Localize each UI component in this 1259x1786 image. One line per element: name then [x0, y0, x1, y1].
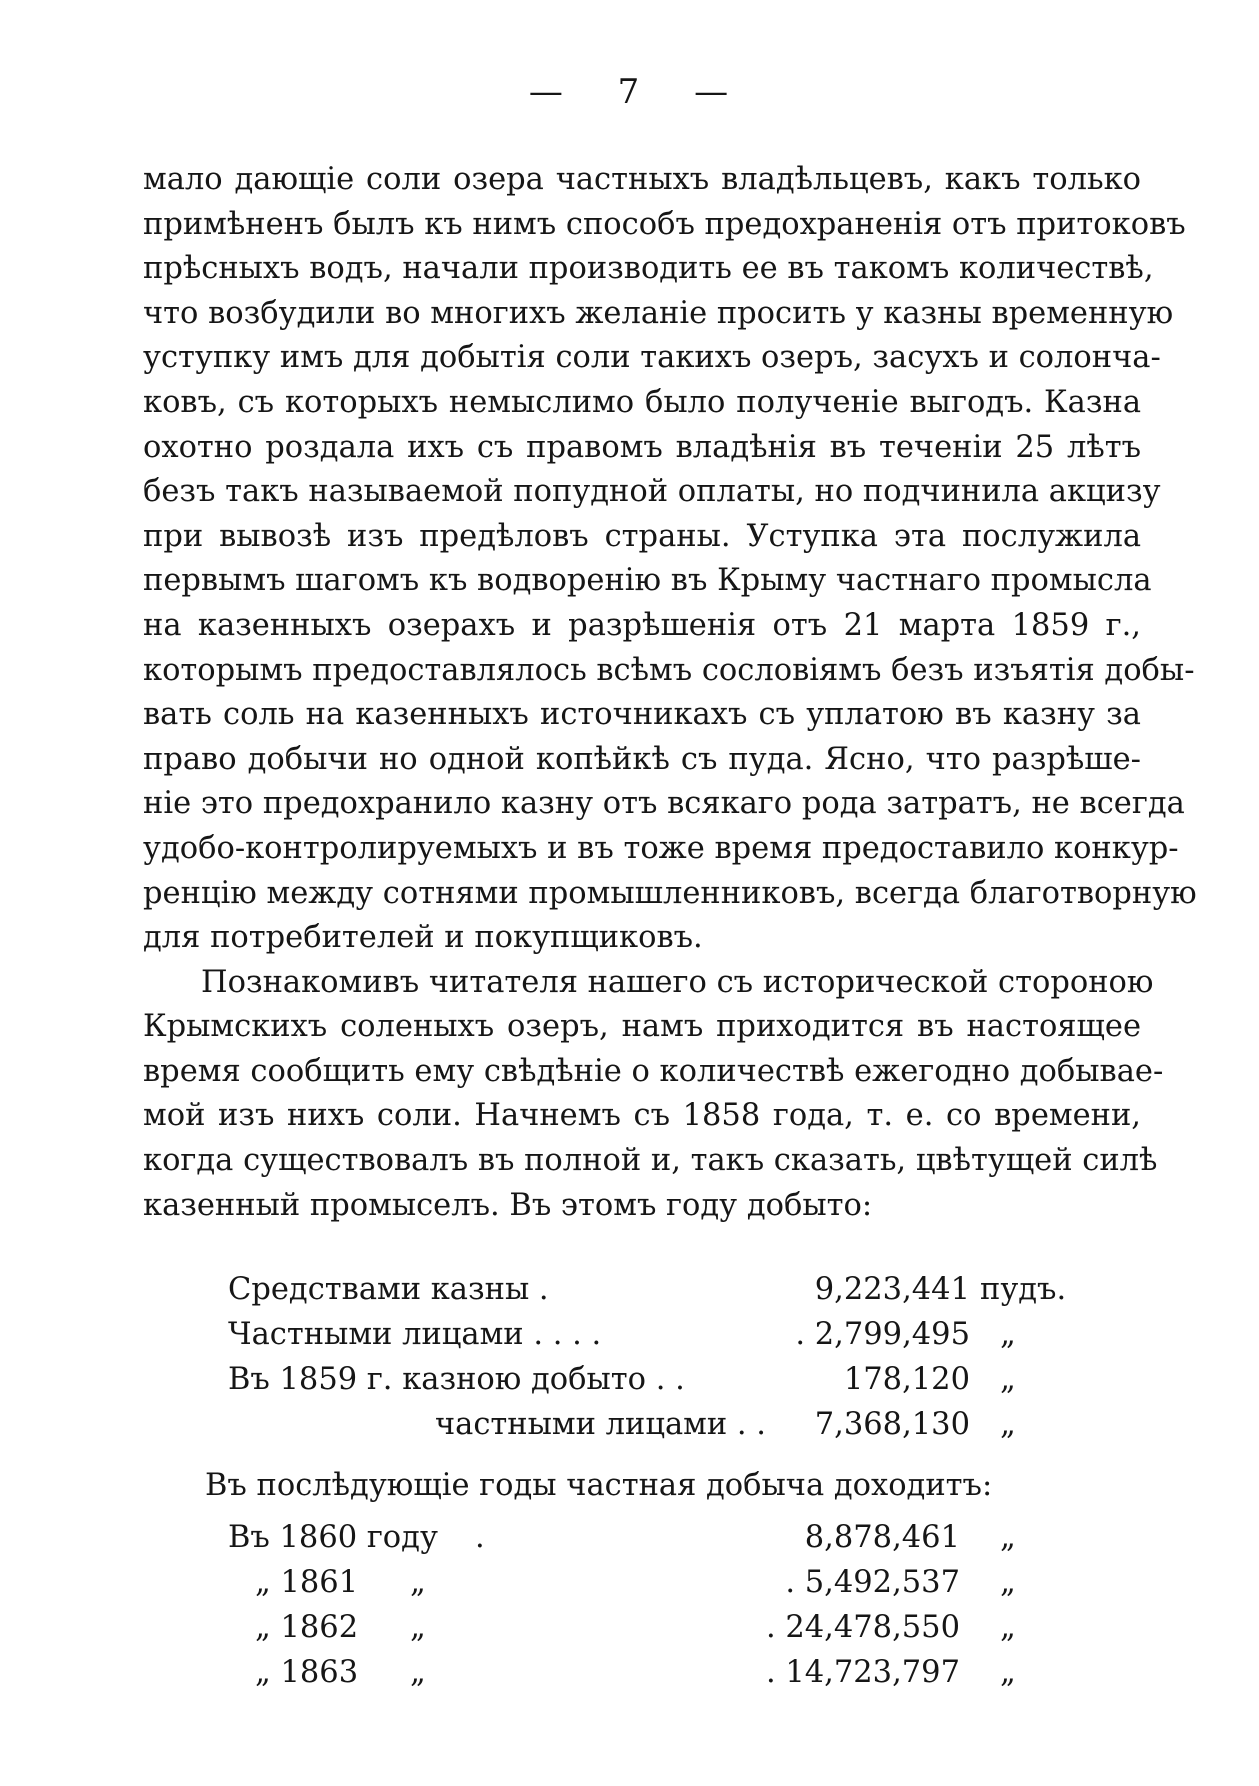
text-line: когда существовалъ въ полной и, такъ сказать, цвѣтущей силѣ — [143, 1143, 1158, 1179]
row-unit: „ — [1000, 1610, 1016, 1645]
text-line: ковъ, съ которыхъ немыслимо было полученіе выгодъ. Казна — [143, 384, 1141, 420]
row-unit: „ — [1000, 1317, 1016, 1352]
header-dash-left: — — [528, 72, 565, 112]
text-line: первымъ шагомъ къ водворенію въ Крыму частнаго промысла — [143, 563, 1152, 599]
text-line: прѣсныхъ водъ, начали производить ее въ такомъ количествѣ, — [143, 251, 1154, 287]
row-value: . 24,478,550 — [765, 1610, 960, 1645]
table-row — [0, 1610, 1259, 1654]
text-line: на казенныхъ озерахъ и разрѣшенія отъ 21 марта 1859 г., — [143, 607, 1141, 643]
row-value: . 14,723,797 — [765, 1655, 960, 1690]
row-label: Средствами казны . — [228, 1272, 549, 1307]
table-row — [0, 1362, 1259, 1406]
row-value: 7,368,130 — [814, 1407, 970, 1442]
row-mark: „ — [410, 1610, 426, 1645]
text-line: примѣненъ былъ къ нимъ способъ предохраненія отъ притоковъ — [143, 206, 1186, 242]
table-row — [0, 1520, 1259, 1564]
text-line: Познакомивъ читателя нашего съ исторической стороною — [201, 964, 1154, 1000]
row-value: 8,878,461 — [804, 1520, 960, 1555]
row-unit: „ — [1000, 1565, 1016, 1600]
row-label: частными лицами . . — [435, 1407, 766, 1442]
row-label: Въ 1859 г. казною добыто . . — [228, 1362, 685, 1397]
table-row — [0, 1407, 1259, 1451]
table-row — [0, 1272, 1259, 1316]
row-unit: „ — [1000, 1655, 1016, 1690]
row-label: „ 1863 — [255, 1655, 359, 1690]
page-number: 7 — [617, 72, 642, 112]
row-unit: „ — [1000, 1520, 1016, 1555]
row-label: „ 1862 — [255, 1610, 359, 1645]
text-line: вать соль на казенныхъ источникахъ съ уплатою въ казну за — [143, 697, 1141, 733]
row-value: . 5,492,537 — [785, 1565, 960, 1600]
text-line: которымъ предоставлялось всѣмъ сословіямъ безъ изъятія добы- — [143, 652, 1195, 688]
text-line: ренцію между сотнями промышленниковъ, всегда благотворную — [143, 875, 1197, 911]
row-value: 178,120 — [843, 1362, 970, 1397]
text-line: при вывозѣ изъ предѣловъ страны. Уступка эта послужила — [143, 518, 1141, 554]
text-line: что возбудили во многихъ желаніе просить у казны временную — [143, 295, 1174, 331]
body-text — [143, 158, 1197, 1228]
table-row — [0, 1655, 1259, 1699]
row-label: Частными лицами . . . . — [228, 1317, 602, 1352]
row-unit: „ — [1000, 1407, 1016, 1442]
row-unit: пудъ. — [980, 1272, 1067, 1307]
text-line: казенный промыселъ. Въ этомъ году добыто: — [143, 1187, 873, 1223]
text-line: для потребителей и покупщиковъ. — [143, 920, 703, 956]
row-value: . 2,799,495 — [795, 1317, 970, 1352]
text-line: безъ такъ называемой попудной оплаты, но подчинила акцизу — [143, 474, 1161, 510]
text-line: мой изъ нихъ соли. Начнемъ съ 1858 года, т. е. со времени, — [143, 1098, 1141, 1134]
row-value: 9,223,441 — [814, 1272, 970, 1307]
header-dash-right: — — [694, 72, 731, 112]
text-line: охотно роздала ихъ съ правомъ владѣнія въ теченіи 25 лѣтъ — [143, 429, 1141, 465]
table-row — [0, 1317, 1259, 1361]
text-line: ніе это предохранило казну отъ всякаго рода затратъ, не всегда — [143, 786, 1185, 822]
section-subheading: Въ послѣдующіе годы частная добыча доходитъ: — [205, 1468, 993, 1503]
text-line: удобо-контролируемыхъ и въ тоже время предоставило конкур- — [143, 830, 1179, 866]
text-line: Крымскихъ соленыхъ озеръ, намъ приходится въ настоящее — [143, 1009, 1141, 1045]
text-line: уступку имъ для добытія соли такихъ озеръ, засухъ и солонча- — [143, 340, 1161, 376]
row-label: Въ 1860 году — [228, 1520, 438, 1555]
text-line: право добычи но одной копѣйкѣ съ пуда. Ясно, что разрѣше- — [143, 741, 1141, 777]
page-header — [0, 72, 1259, 112]
table-row — [0, 1565, 1259, 1609]
row-label: „ 1861 — [255, 1565, 359, 1600]
row-unit: „ — [1000, 1362, 1016, 1397]
text-line: мало дающіе соли озера частныхъ владѣльцевъ, какъ только — [143, 162, 1141, 197]
text-line: время сообщить ему свѣдѣніе о количествѣ ежегодно добывае- — [143, 1053, 1164, 1089]
row-mark: „ — [410, 1565, 426, 1600]
row-mark: „ — [410, 1655, 426, 1690]
row-mark: . — [475, 1520, 485, 1555]
